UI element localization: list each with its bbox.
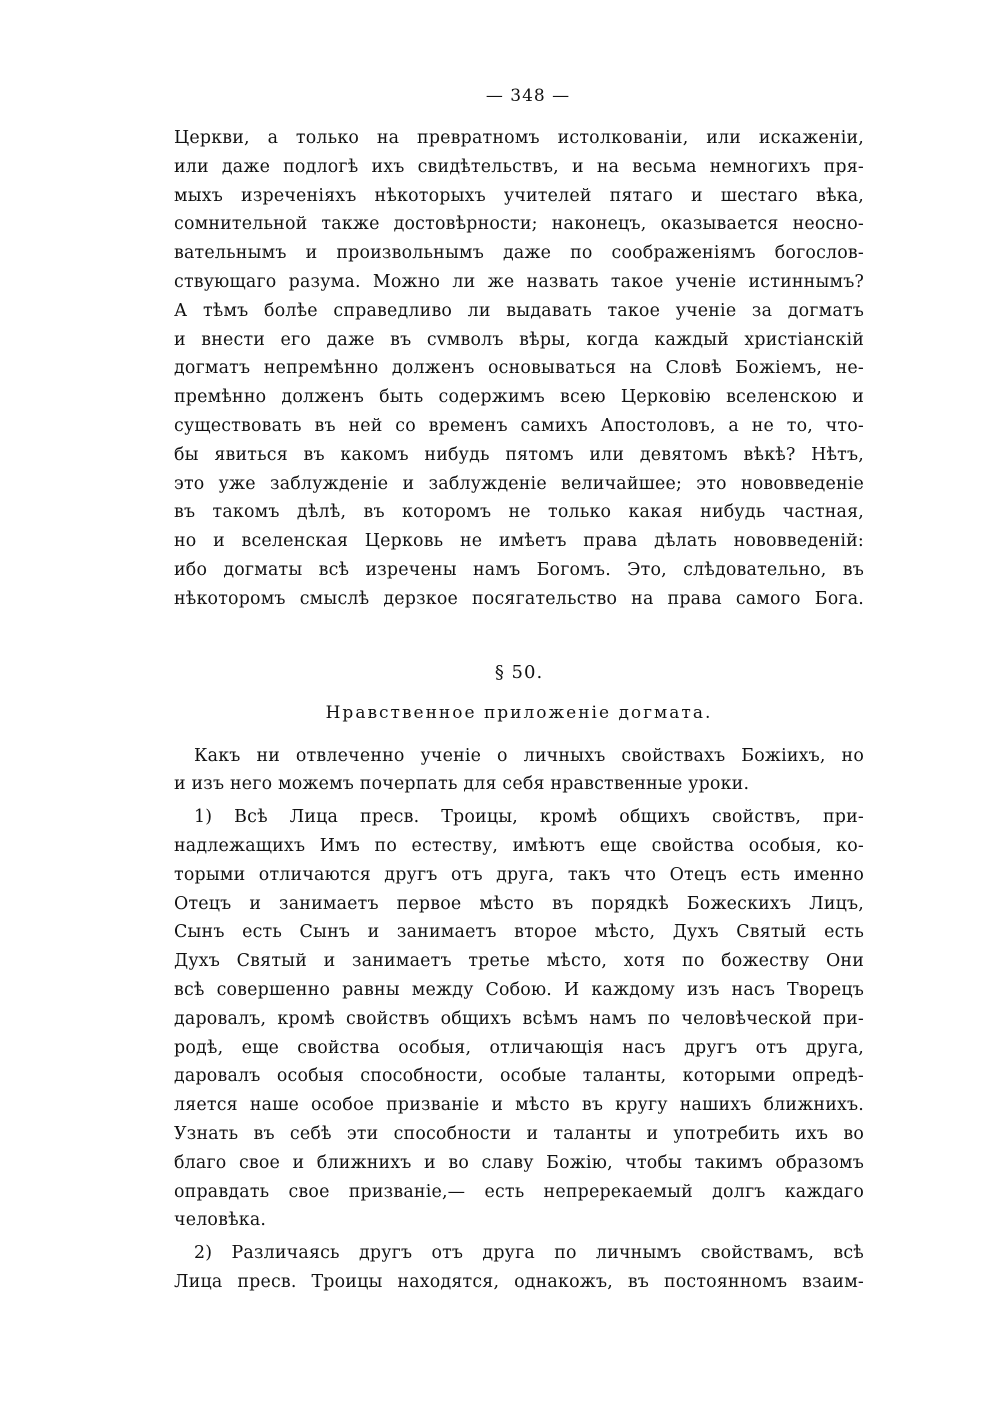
text-line: мыхъ изреченіяхъ нѣкоторыхъ учителей пятаго и шестаго вѣка, bbox=[174, 185, 864, 206]
text-line: торыми отличаются другъ отъ друга, такъ что Отецъ есть именно bbox=[174, 864, 864, 885]
text-line: надлежащихъ Имъ по естеству, имѣютъ еще свойства особыя, ко- bbox=[174, 835, 864, 856]
text-line: бы явиться въ какомъ нибудь пятомъ или девятомъ вѣкѣ? Нѣтъ, bbox=[174, 444, 864, 465]
text-line: 2) Различаясь другъ отъ друга по личнымъ свойствамъ, всѣ bbox=[194, 1243, 864, 1264]
text-line: сомнительной также достовѣрности; наконецъ, оказывается неосно- bbox=[174, 214, 864, 235]
text-line: вательнымъ и произвольнымъ даже по соображеніямъ богослов- bbox=[174, 243, 864, 264]
book-page bbox=[174, 82, 864, 1382]
text-line: Сынъ есть Сынъ и занимаетъ второе мѣсто, Духъ Святый есть bbox=[174, 922, 864, 943]
paragraph-intro bbox=[174, 742, 864, 800]
text-line: премѣнно долженъ быть содержимъ всею Церковію вселенскою и bbox=[174, 387, 864, 408]
text-line: въ такомъ дѣлѣ, въ которомъ не только какая нибудь частная, bbox=[174, 502, 864, 523]
section-title: Нравственное приложеніе догмата. bbox=[325, 702, 713, 723]
text-line: Узнать въ себѣ эти способности и таланты и употребить ихъ во bbox=[174, 1123, 864, 1144]
text-line: родѣ, еще свойства особыя, отличающія насъ другъ отъ друга, bbox=[174, 1037, 864, 1058]
paragraph-continuation bbox=[174, 124, 864, 614]
text-line: ибо догматы всѣ изречены намъ Богомъ. Это, слѣдовательно, въ bbox=[174, 559, 864, 580]
text-line: но и вселенская Церковь не имѣетъ права дѣлать нововведеній: bbox=[174, 531, 864, 552]
text-line: 1) Всѣ Лица пресв. Троицы, кромѣ общихъ свойствъ, при- bbox=[194, 807, 864, 828]
text-line: ляется наше особое призваніе и мѣсто въ кругу нашихъ ближнихъ. bbox=[174, 1095, 864, 1116]
text-line: ствующаго разума. Можно ли же назвать такое ученіе истиннымъ? bbox=[174, 271, 864, 292]
text-line: оправдать свое призваніе,— есть непререкаемый долгъ каждаго bbox=[174, 1181, 864, 1202]
text-line: Какъ ни отвлеченно ученіе о личныхъ свойствахъ Божіихъ, но bbox=[194, 745, 864, 766]
page-number: — 348 — bbox=[485, 86, 571, 106]
text-line: и изъ него можемъ почерпать для себя нравственные уроки. bbox=[174, 774, 750, 795]
text-line: Церкви, а только на превратномъ истолкованіи, или искаженіи, bbox=[174, 128, 864, 148]
text-line: даровалъ, кромѣ свойствъ общихъ всѣмъ намъ по человѣческой при- bbox=[174, 1008, 864, 1029]
paragraph-item-2 bbox=[174, 1239, 864, 1297]
text-line: нѣкоторомъ смыслѣ дерзкое посягательство на права самого Бога. bbox=[174, 588, 864, 609]
text-line: и внести его даже въ сvмволъ вѣры, когда каждый христіанскій bbox=[174, 329, 864, 350]
text-line: существовать въ ней со временъ самихъ Апостоловъ, а не то, что- bbox=[174, 415, 864, 436]
section-number: § 50. bbox=[494, 661, 544, 683]
paragraph-item-1 bbox=[174, 803, 864, 1235]
text-line: Духъ Святый и занимаетъ третье мѣсто, хотя по божеству Они bbox=[174, 951, 864, 972]
text-line: всѣ совершенно равны между Собою. И каждому изъ насъ Творецъ bbox=[174, 979, 864, 1000]
text-line: догматъ непремѣнно долженъ основываться на Словѣ Божіемъ, не- bbox=[174, 358, 864, 379]
text-line: это уже заблужденіе и заблужденіе величайшее; это нововведеніе bbox=[174, 473, 864, 494]
text-line: человѣка. bbox=[174, 1210, 267, 1231]
text-line: даровалъ особыя способности, особые таланты, которыми опредѣ- bbox=[174, 1066, 864, 1087]
text-line: благо свое и ближнихъ и во славу Божію, чтобы такимъ образомъ bbox=[174, 1152, 864, 1173]
text-line: Отецъ и занимаетъ первое мѣсто въ порядкѣ Божескихъ Лицъ, bbox=[174, 893, 864, 914]
text-line: А тѣмъ болѣе справедливо ли выдавать такое ученіе за догматъ bbox=[174, 300, 864, 321]
text-line: Лица пресв. Троицы находятся, однакожъ, въ постоянномъ взаим- bbox=[174, 1271, 864, 1292]
text-line: или даже подлогѣ ихъ свидѣтельствъ, и на весьма немногихъ пря- bbox=[174, 156, 864, 177]
